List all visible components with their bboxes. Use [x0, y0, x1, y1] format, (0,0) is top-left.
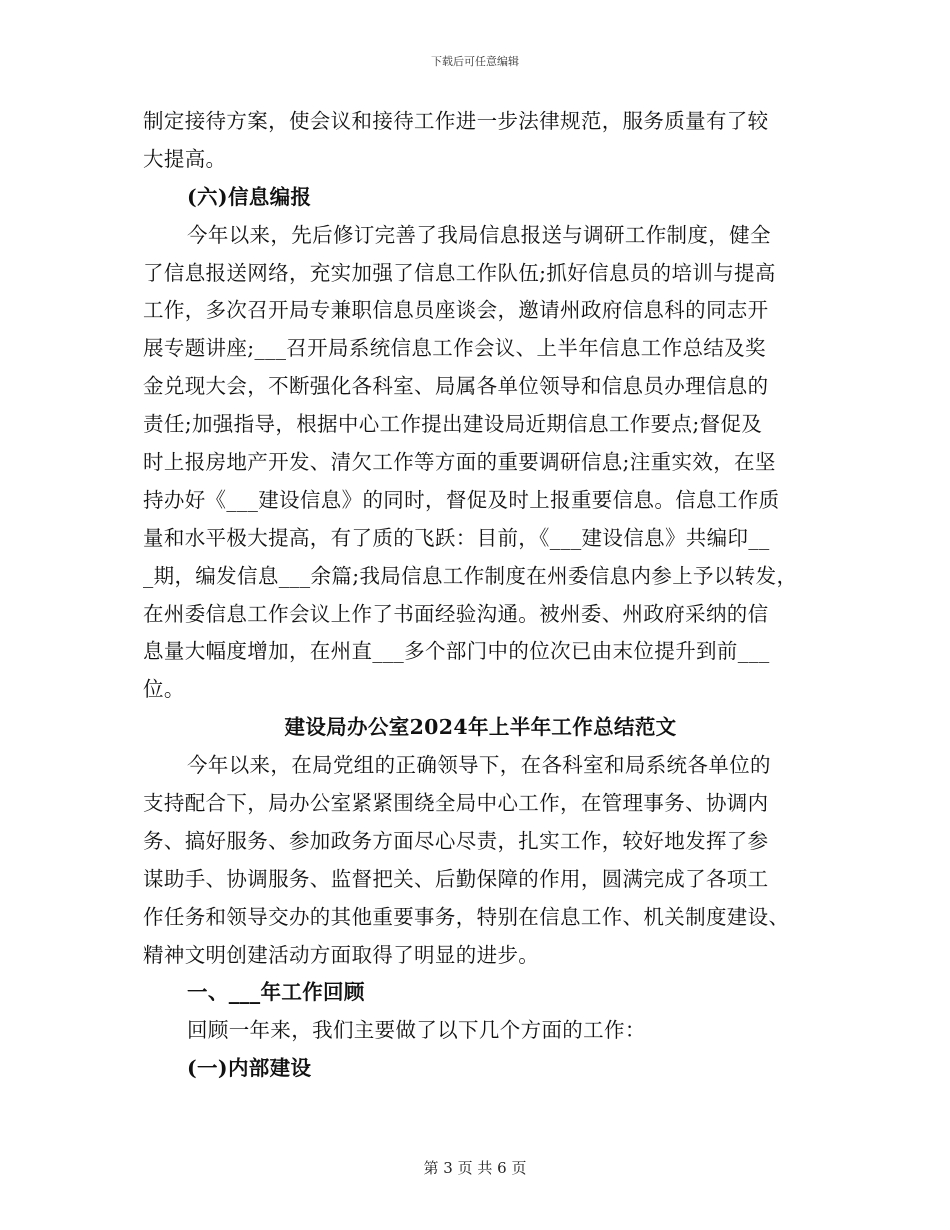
body-paragraph-line: 展专题讲座;___召开局系统信息工作会议、上半年信息工作总结及奖: [143, 336, 766, 361]
body-paragraph-line: 在州委信息工作会议上作了书面经验沟通。被州委、州政府采纳的信: [143, 601, 769, 626]
body-paragraph-line: 今年以来，在局党组的正确领导下，在各科室和局系统各单位的: [187, 753, 771, 778]
body-paragraph-line: 量和水平极大提高，有了质的飞跃：目前，《___建设信息》共编印__: [143, 525, 770, 550]
body-paragraph-line: 务、搞好服务、参加政务方面尽心尽责，扎实工作，较好地发挥了参: [143, 828, 769, 853]
section-heading: (六)信息编报: [187, 184, 312, 209]
page-header: 下载后可任意编辑: [431, 55, 519, 68]
body-paragraph-line: 工作，多次召开局专兼职信息员座谈会，邀请州政府信息科的同志开: [143, 298, 769, 323]
body-paragraph-line: 今年以来，先后修订完善了我局信息报送与调研工作制度，健全: [187, 222, 771, 247]
page-footer: 第 3 页 共 6 页: [423, 1159, 527, 1177]
body-paragraph-line: 作任务和领导交办的其他重要事务，特别在信息工作、机关制度建设、: [143, 904, 790, 929]
document-body: [143, 103, 818, 1088]
body-paragraph-line: 位。: [143, 677, 185, 702]
body-paragraph-line: _期，编发信息___余篇;我局信息工作制度在州委信息内参上予以转发，: [143, 563, 798, 588]
section-heading: 一、___年工作回顾: [187, 980, 365, 1005]
body-paragraph-line: 精神文明创建活动方面取得了明显的进步。: [143, 942, 540, 967]
body-paragraph-line: 责任;加强指导，根据中心工作提出建设局近期信息工作要点;督促及: [143, 412, 763, 437]
body-paragraph-line: 回顾一年来，我们主要做了以下几个方面的工作：: [187, 1018, 646, 1043]
body-paragraph-line: 金兑现大会，不断强化各科室、局属各单位领导和信息员办理信息的: [143, 374, 769, 399]
body-paragraph-line: 制定接待方案，使会议和接待工作进一步法律规范，服务质量有了较: [143, 109, 769, 133]
document-title: 建设局办公室2024年上半年工作总结范文: [284, 715, 677, 740]
body-paragraph-line: 了信息报送网络，充实加强了信息工作队伍;抓好信息员的培训与提高: [143, 260, 776, 285]
body-paragraph-line: 谋助手、协调服务、监督把关、后勤保障的作用，圆满完成了各项工: [143, 866, 769, 891]
body-paragraph-line: 大提高。: [143, 146, 227, 171]
body-paragraph-line: 时上报房地产开发、清欠工作等方面的重要调研信息;注重实效，在坚: [143, 450, 776, 475]
body-paragraph-line: 支持配合下，局办公室紧紧围绕全局中心工作，在管理事务、协调内: [143, 791, 769, 816]
body-paragraph-line: 持办好《___建设信息》的同时，督促及时上报重要信息。信息工作质: [143, 487, 780, 512]
section-heading: (一)内部建设: [187, 1056, 312, 1081]
body-paragraph-line: 息量大幅度增加，在州直___多个部门中的位次已由末位提升到前___: [143, 639, 770, 664]
